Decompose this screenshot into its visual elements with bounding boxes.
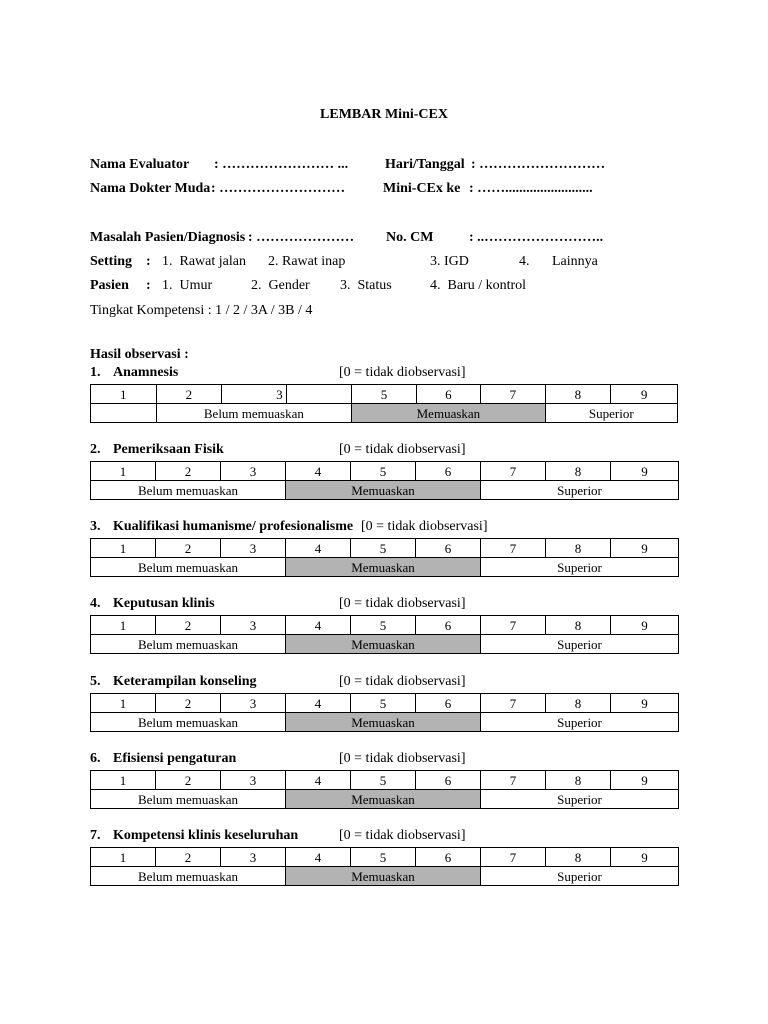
score-cell-8[interactable]: 8 <box>545 385 611 404</box>
setting-option-lainnya[interactable]: Lainnya <box>552 254 598 269</box>
category-superior: Superior <box>481 558 679 577</box>
pasien-option-gender[interactable]: 2. Gender <box>251 278 310 293</box>
score-cell-3-blank[interactable] <box>286 385 352 404</box>
score-cell-3[interactable]: 3 <box>221 539 286 558</box>
nama-evaluator-label: Nama Evaluator <box>90 157 190 172</box>
category-memuaskan: Memuaskan <box>286 481 481 500</box>
observation-section-7 <box>90 828 678 888</box>
section-note: [0 = tidak diobservasi] <box>339 442 466 457</box>
score-cell-9[interactable]: 9 <box>611 848 679 867</box>
score-9[interactable]: 9 <box>640 386 648 402</box>
setting-option-rawat-jalan[interactable]: 1. Rawat jalan <box>162 254 246 269</box>
score-cell-5[interactable]: 5 <box>351 462 416 481</box>
section-header <box>90 596 678 613</box>
category-empty <box>91 404 157 423</box>
score-cell-5[interactable]: 5 <box>351 616 416 635</box>
score-cell-9[interactable]: 9 <box>611 771 679 790</box>
section-number: 7. <box>90 828 101 843</box>
score-row <box>91 462 679 481</box>
score-cell-9[interactable]: 9 <box>611 694 679 713</box>
category-memuaskan: Memuaskan <box>286 713 481 732</box>
score-cell-7[interactable]: 7 <box>481 616 546 635</box>
category-superior: Superior <box>481 481 679 500</box>
score-row <box>91 385 678 404</box>
setting-option-rawat-inap[interactable]: 2. Rawat inap <box>268 254 346 269</box>
score-cell-6[interactable]: 6 <box>416 539 481 558</box>
score-cell-1[interactable]: 1 <box>91 848 156 867</box>
score-cell-5[interactable]: 5 <box>351 694 416 713</box>
observation-section-3 <box>90 519 678 579</box>
score-cell-8[interactable]: 8 <box>546 462 611 481</box>
category-row <box>91 790 679 809</box>
score-cell-8[interactable]: 8 <box>546 616 611 635</box>
score-cell-7[interactable]: 7 <box>481 539 546 558</box>
score-row <box>91 539 679 558</box>
score-cell-1[interactable]: 1 <box>91 462 156 481</box>
section-title: Keputusan klinis <box>113 596 215 611</box>
category-row <box>91 404 678 423</box>
minicex-ke-field[interactable]: : ……......................... <box>469 181 593 196</box>
category-memuaskan: Memuaskan <box>352 404 545 423</box>
category-row <box>91 635 679 654</box>
score-cell-2[interactable]: 2 <box>156 616 221 635</box>
score-cell-8[interactable]: 8 <box>546 694 611 713</box>
masalah-field[interactable]: : ………………… <box>248 230 355 245</box>
section-header <box>90 828 678 845</box>
rating-scale-table <box>90 461 679 500</box>
score-cell-4[interactable]: 4 <box>286 539 351 558</box>
score-cell-2[interactable]: 2 <box>156 848 221 867</box>
form-title: LEMBAR Mini-CEX <box>320 107 448 122</box>
section-title: Efisiensi pengaturan <box>113 751 237 766</box>
observation-section-2 <box>90 442 678 502</box>
score-row <box>91 616 679 635</box>
category-row <box>91 558 679 577</box>
category-row <box>91 713 679 732</box>
category-belum-memuaskan: Belum memuaskan <box>91 481 286 500</box>
category-belum-memuaskan: Belum memuaskan <box>91 635 286 654</box>
category-belum-memuaskan: Belum memuaskan <box>91 558 286 577</box>
score-cell-9[interactable]: 9 <box>611 462 679 481</box>
tingkat-kompetensi[interactable]: Tingkat Kompetensi : 1 / 2 / 3A / 3B / 4 <box>90 303 313 318</box>
hari-tanggal-field[interactable]: : ……………………… <box>471 157 606 172</box>
section-header <box>90 365 678 382</box>
score-cell-1[interactable]: 1 <box>91 694 156 713</box>
score-cell-9[interactable]: 9 <box>611 616 679 635</box>
score-cell-1[interactable]: 1 <box>91 771 156 790</box>
setting-option-4-number[interactable]: 4. <box>519 254 530 269</box>
setting-label: Setting <box>90 254 132 269</box>
score-cell-7[interactable]: 7 <box>481 694 546 713</box>
section-note: [0 = tidak diobservasi] <box>339 365 466 380</box>
score-cell-4[interactable]: 4 <box>286 616 351 635</box>
rating-scale-table <box>90 384 678 423</box>
score-cell-4[interactable]: 4 <box>286 771 351 790</box>
category-superior: Superior <box>481 713 679 732</box>
category-belum-memuaskan: Belum memuaskan <box>91 867 286 886</box>
category-memuaskan: Memuaskan <box>286 635 481 654</box>
rating-scale-table <box>90 847 679 886</box>
score-row <box>91 694 679 713</box>
score-cell-4[interactable]: 4 <box>286 694 351 713</box>
score-cell-1[interactable]: 1 <box>91 539 156 558</box>
score-cell-6[interactable]: 6 <box>416 694 481 713</box>
observation-section-5 <box>90 674 678 734</box>
no-cm-label: No. CM <box>386 230 434 245</box>
rating-scale-table <box>90 770 679 809</box>
category-superior: Superior <box>481 790 679 809</box>
score-cell-7[interactable]: 7 <box>481 848 546 867</box>
score-cell-3[interactable]: 3 <box>221 848 286 867</box>
pasien-label: Pasien <box>90 278 129 293</box>
section-number: 1. <box>90 365 101 380</box>
category-belum-memuaskan: Belum memuaskan <box>91 713 286 732</box>
category-row <box>91 867 679 886</box>
category-belum-memuaskan: Belum memuaskan <box>91 790 286 809</box>
score-cell-1[interactable]: 1 <box>91 385 157 404</box>
section-number: 2. <box>90 442 101 457</box>
pasien-option-baru-kontrol[interactable]: 4. Baru / kontrol <box>430 278 527 293</box>
nama-dokter-field[interactable]: : ……………………… <box>211 181 346 196</box>
pasien-option-umur[interactable]: 1. Umur <box>162 278 213 293</box>
category-superior: Superior <box>481 867 679 886</box>
category-belum-memuaskan: Belum memuaskan <box>156 404 352 423</box>
score-cell-5[interactable]: 5 <box>351 771 416 790</box>
setting-colon: : <box>146 254 151 269</box>
section-note: [0 = tidak diobservasi] <box>339 828 466 843</box>
score-cell-5[interactable]: 5 <box>351 848 416 867</box>
category-memuaskan: Memuaskan <box>286 790 481 809</box>
observation-section-6 <box>90 751 678 811</box>
section-number: 6. <box>90 751 101 766</box>
score-cell-3[interactable]: 3 <box>221 694 286 713</box>
section-title: Kompetensi klinis keseluruhan <box>113 828 299 843</box>
score-cell-8[interactable]: 8 <box>546 771 611 790</box>
score-cell-6[interactable]: 6 <box>416 616 481 635</box>
category-superior: Superior <box>481 635 679 654</box>
section-title: Keterampilan konseling <box>113 674 257 689</box>
category-superior: Superior <box>545 404 677 423</box>
hasil-observasi-label: Hasil observasi : <box>90 347 189 362</box>
score-cell-3[interactable]: 3 <box>221 771 286 790</box>
score-cell-2[interactable]: 2 <box>156 385 222 404</box>
rating-scale-table <box>90 538 679 577</box>
score-cell-9[interactable]: 9 <box>611 539 679 558</box>
score-cell-7[interactable]: 7 <box>481 385 545 404</box>
score-cell-3[interactable]: 3 <box>221 462 286 481</box>
score-cell-7[interactable]: 7 <box>481 462 546 481</box>
score-cell-blank[interactable]: 3 <box>222 385 286 404</box>
score-cell-2[interactable]: 2 <box>156 694 221 713</box>
observation-section-1 <box>90 365 678 425</box>
pasien-colon: : <box>146 278 151 293</box>
score-cell-2[interactable]: 2 <box>156 539 221 558</box>
score-row <box>91 771 679 790</box>
rating-scale-table <box>90 615 679 654</box>
section-title: Pemeriksaan Fisik <box>113 442 224 457</box>
score-cell-1[interactable]: 1 <box>91 616 156 635</box>
section-header <box>90 751 678 768</box>
section-number: 4. <box>90 596 101 611</box>
section-header <box>90 519 678 536</box>
nama-evaluator-field[interactable]: : …………………… ... <box>214 157 349 172</box>
rating-scale-table <box>90 693 679 732</box>
score-cell-6[interactable]: 6 <box>416 385 480 404</box>
minicex-ke-label: Mini-CEx ke <box>383 181 461 196</box>
score-cell-8[interactable]: 8 <box>546 539 611 558</box>
category-row <box>91 481 679 500</box>
masalah-label: Masalah Pasien/Diagnosis <box>90 230 246 245</box>
nama-dokter-label: Nama Dokter Muda <box>90 181 211 196</box>
section-header <box>90 674 678 691</box>
score-cell-5[interactable]: 5 <box>352 385 416 404</box>
score-cell-4[interactable]: 4 <box>286 848 351 867</box>
score-cell-2[interactable]: 2 <box>156 771 221 790</box>
section-note: [0 = tidak diobservasi] <box>339 596 466 611</box>
section-note: [0 = tidak diobservasi] <box>361 519 488 534</box>
category-memuaskan: Memuaskan <box>286 867 481 886</box>
score-cell-3[interactable]: 3 <box>221 616 286 635</box>
section-number: 5. <box>90 674 101 689</box>
score-cell-2[interactable]: 2 <box>156 462 221 481</box>
score-cell-8[interactable]: 8 <box>546 848 611 867</box>
pasien-option-status[interactable]: 3. Status <box>340 278 392 293</box>
score-cell-8-9[interactable] <box>611 385 678 404</box>
score-cell-7[interactable]: 7 <box>481 771 546 790</box>
score-cell-5[interactable]: 5 <box>351 539 416 558</box>
score-cell-6[interactable]: 6 <box>416 771 481 790</box>
score-cell-6[interactable]: 6 <box>416 848 481 867</box>
score-cell-6[interactable]: 6 <box>416 462 481 481</box>
section-note: [0 = tidak diobservasi] <box>339 674 466 689</box>
section-title: Anamnesis <box>113 365 179 380</box>
score-row <box>91 848 679 867</box>
category-memuaskan: Memuaskan <box>286 558 481 577</box>
setting-option-igd[interactable]: 3. IGD <box>430 254 469 269</box>
no-cm-field[interactable]: : ..…………………….. <box>469 230 604 245</box>
observation-section-4 <box>90 596 678 656</box>
section-note: [0 = tidak diobservasi] <box>339 751 466 766</box>
section-header <box>90 442 678 459</box>
section-number: 3. <box>90 519 101 534</box>
hari-tanggal-label: Hari/Tanggal <box>385 157 465 172</box>
section-title: Kualifikasi humanisme/ profesionalisme <box>113 519 354 534</box>
score-cell-4[interactable]: 4 <box>286 462 351 481</box>
